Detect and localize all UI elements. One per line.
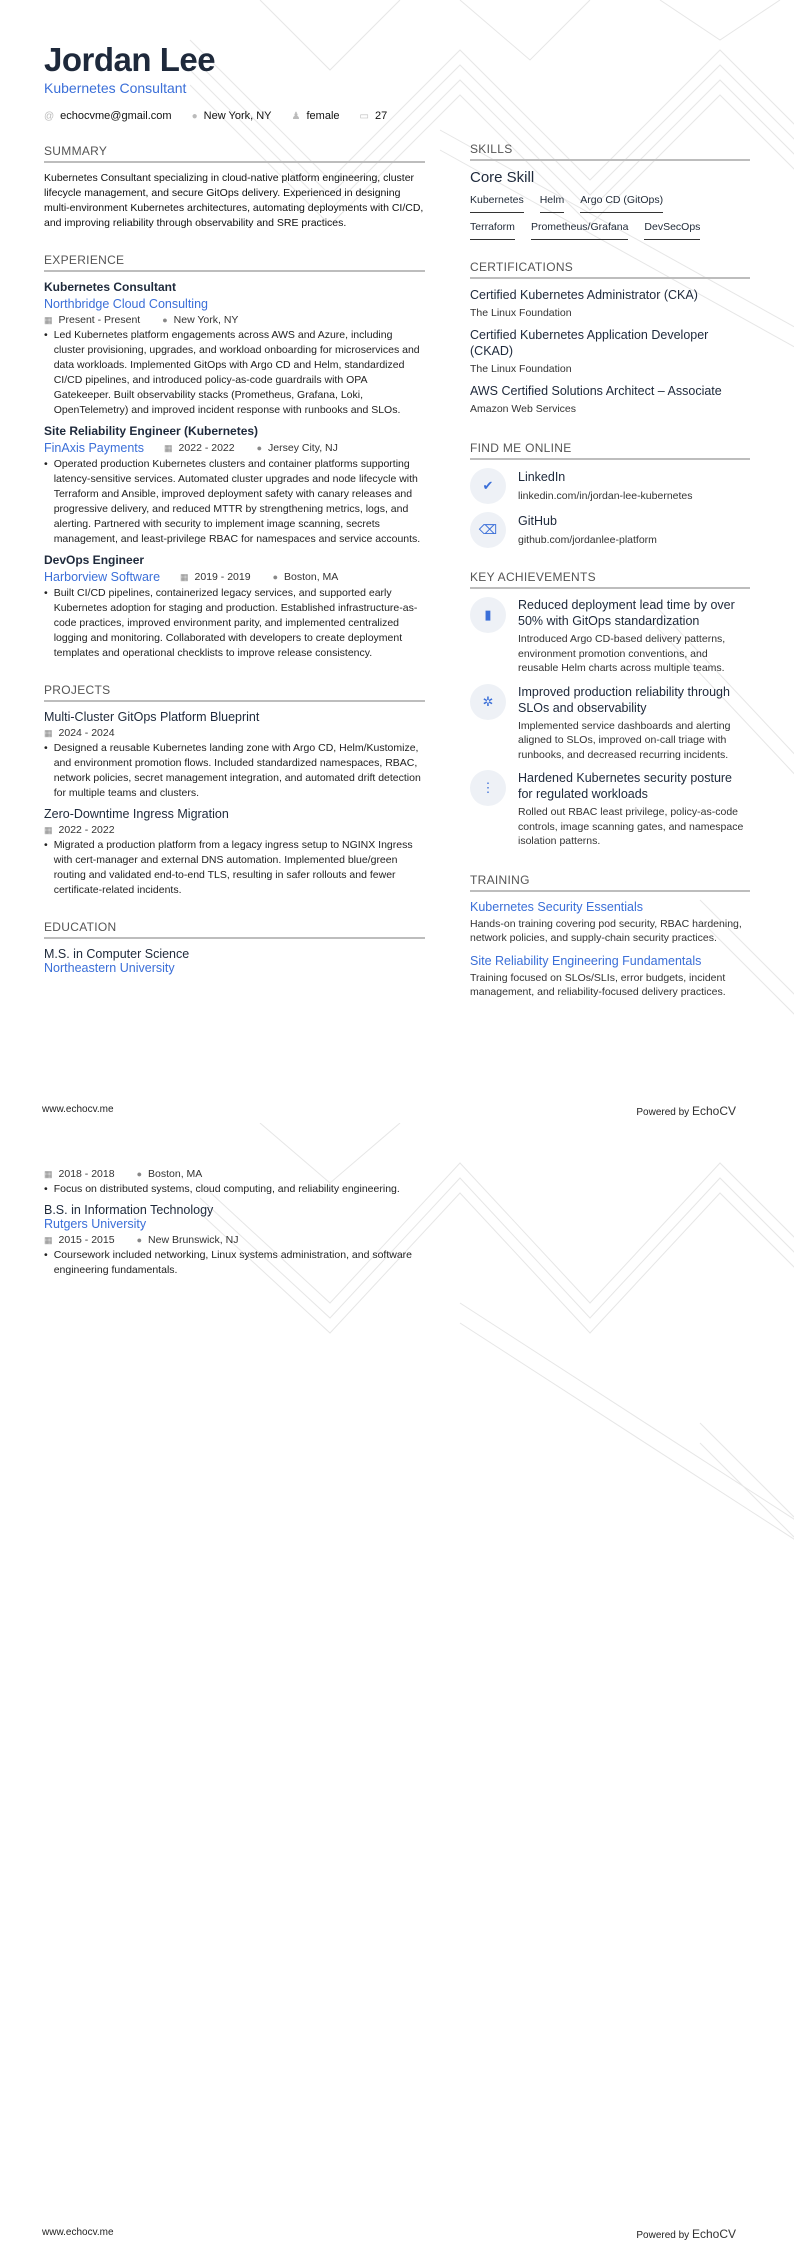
training-title: Site Reliability Engineering Fundamentals: [470, 953, 702, 968]
online-name: GitHub: [518, 514, 557, 528]
section-heading: PROJECTS: [44, 683, 425, 702]
brand-logo: EchoCV: [691, 1104, 736, 1118]
school: Rutgers University: [44, 1217, 147, 1231]
job-title: Kubernetes Consultant: [44, 280, 177, 294]
company: FinAxis Payments: [44, 441, 145, 455]
location-pin-icon: ●: [191, 110, 198, 122]
file-icon: ▮: [470, 597, 506, 633]
dates: 2015 - 2015: [58, 1234, 115, 1246]
degree: M.S. in Computer Science: [44, 947, 190, 961]
age: 27: [374, 110, 388, 122]
education-item: B.S. in Information Technology Rutgers University ▦ 2015 - 2015 ● New Brunswick, NJ • Coursework included networking, Linux systems administration, and software engineering fundamentals.: [44, 1203, 425, 1278]
location: New York, NY: [173, 314, 239, 326]
degree: B.S. in Information Technology: [44, 1203, 214, 1217]
footer-site-link[interactable]: www.echocv.me: [42, 1104, 114, 1115]
dates: 2018 - 2018: [58, 1168, 115, 1180]
footer-powered: [636, 2227, 736, 2241]
gender: female: [306, 110, 340, 122]
training-section: [470, 873, 750, 1000]
cert-issuer: The Linux Foundation: [470, 363, 572, 375]
experience-section: [44, 253, 425, 661]
project-item: Multi-Cluster GitOps Platform Blueprint ▦ 2024 - 2024 • Designed a reusable Kubernetes landing zone with Argo CD, Helm/Kustomize, and environment promotion flows. Included standardized namespaces, RBAC, network policies, secret management integration, and automated drift detection for multiple teams and clusters.: [44, 710, 425, 801]
footer-powered: [636, 1104, 736, 1118]
achievement-title: Reduced deployment lead time by over 50% with GitOps standardization: [518, 598, 735, 628]
online-url[interactable]: github.com/jordanlee-platform: [518, 534, 657, 546]
candidate-name: Jordan Lee: [44, 41, 216, 78]
section-heading: EXPERIENCE: [44, 253, 425, 272]
skill-tag: Helm: [540, 194, 565, 213]
email[interactable]: echocvme@gmail.com: [60, 110, 172, 122]
section-heading: SUMMARY: [44, 144, 425, 163]
skill-group-title: Core Skill: [470, 169, 535, 186]
location: New Brunswick, NJ: [148, 1234, 239, 1246]
achievement-desc: Implemented service dashboards and alerting aligned to SLOs, improved on-call triage with runbooks, and decreased recurring incidents.: [518, 719, 731, 761]
achievement-title: Improved production reliability through SLOs and observability: [518, 684, 730, 715]
bullet: Operated production Kubernetes clusters and container platforms supporting latency-sensitive services. Automated cluster upgrades and node lifecycle with Terraform and Ansible, improved deployment safety with canary releases and progressive delivery, and reduced MTTR by strengthening metrics, logs, and alerting. Partnered with security to implement image scanning, secrets management, and least-privilege RBAC for namespaces and service accounts.: [53, 458, 421, 545]
education-section: [44, 920, 425, 975]
section-heading: SKILLS: [470, 142, 750, 161]
project-title: Zero-Downtime Ingress Migration: [44, 807, 229, 821]
achievement-item: [470, 597, 750, 676]
online-url[interactable]: linkedin.com/in/jordan-lee-kubernetes: [518, 490, 693, 502]
chevron-background-pattern: [0, 1123, 794, 2246]
project-item: Zero-Downtime Ingress Migration ▦ 2022 - 2022 • Migrated a production platform from a legacy ingress setup to NGINX Ingress with cert-manager and external DNS automation. Implemented blue/green routing and validated end-to-end TLS, resulting in safer rollouts and fewer certificate-related incidents.: [44, 807, 425, 898]
skill-tag: Prometheus/Grafana: [531, 221, 628, 240]
calendar-icon: ▦: [44, 824, 53, 835]
location: New York, NY: [203, 110, 272, 122]
online-section: [470, 441, 750, 548]
training-desc: Hands-on training covering pod security, RBAC hardening, network policies, and supply-chain security practices.: [470, 917, 742, 944]
contact-info: [44, 110, 425, 122]
skill-tag: Terraform: [470, 221, 515, 240]
location-pin-icon: ●: [136, 1169, 143, 1179]
achievement-title: Hardened Kubernetes security posture for regulated workloads: [518, 771, 733, 801]
verified-badge-icon: ✔: [470, 468, 506, 504]
project-title: Multi-Cluster GitOps Platform Blueprint: [44, 710, 260, 724]
section-heading: KEY ACHIEVEMENTS: [470, 570, 750, 589]
sparkle-icon: ✲: [470, 684, 506, 720]
company: Harborview Software: [44, 570, 161, 584]
location-pin-icon: ●: [272, 572, 279, 582]
projects-section: [44, 683, 425, 898]
calendar-icon: ▭: [359, 110, 369, 122]
online-name: LinkedIn: [518, 470, 566, 484]
company: Northbridge Cloud Consulting: [44, 297, 208, 311]
skill-tag: Kubernetes: [470, 194, 524, 213]
resume-page-2: ▦ 2018 - 2018 ● Boston, MA • Focus on distributed systems, cloud computing, and reliability engineering. B.S. in Information Technology Rutgers University ▦ 2015 - 2015 ● New Brunswick, NJ • Coursework included networking, Linux systems administration, and software engineering fundamentals. www.echocv.me Powered by EchoCV: [0, 1123, 794, 2246]
certifications-section: [470, 260, 750, 415]
summary-section: [44, 144, 425, 231]
summary-text: Kubernetes Consultant specializing in cloud-native platform engineering, cluster lifecycle management, and secure GitOps delivery. Experienced in designing multi-environment Kubernetes architectures, automating deployments with CI/CD, and improving reliability through observability and SRE practices.: [44, 172, 424, 229]
candidate-role: Kubernetes Consultant: [44, 80, 187, 96]
more-vertical-icon: ⋮: [470, 770, 506, 806]
at-icon: @: [44, 110, 55, 122]
school: Northeastern University: [44, 961, 175, 975]
dates: 2022 - 2022: [178, 442, 235, 454]
cert-issuer: Amazon Web Services: [470, 403, 577, 415]
online-item[interactable]: [470, 468, 750, 504]
cert-title: Certified Kubernetes Application Developer (CKAD): [470, 328, 709, 358]
calendar-icon: ▦: [44, 1234, 53, 1245]
experience-item: DevOps Engineer Harborview Software ▦ 2019 - 2019 ● Boston, MA • Built CI/CD pipelines, containerized legacy services, and supported early Kubernetes adoption for staging and production. Established infrastructure-as-code practices, improved environment parity, and implemented centralized logging and monitoring. Collaborated with developers to create deployment templates and operational checklists to improve release consistency.: [44, 553, 425, 661]
experience-item: Kubernetes Consultant Northbridge Cloud Consulting ▦ Present - Present ● New York, NY • Led Kubernetes platform engagements across AWS and Azure, including cluster provisioning, upgrades, and workload onboarding for microservices and data workloads. Implemented GitOps with Argo CD and Helm, standardized CI/CD pipelines, and introduced policy-as-code guardrails with OPA Gatekeeper. Built observability stacks (Prometheus, Grafana, Loki, OpenTelemetry) and improved incident response with runbooks and SLOs.: [44, 280, 425, 418]
person-icon: ♟: [291, 110, 301, 122]
bullet: Focus on distributed systems, cloud computing, and reliability engineering.: [53, 1183, 400, 1195]
calendar-icon: ▦: [180, 571, 189, 582]
bullet: Migrated a production platform from a legacy ingress setup to NGINX Ingress with cert-manager and external DNS automation. Implemented blue/green routing and validated end-to-end TLS, resulting in safer rollouts and fewer certificate-related incidents.: [53, 839, 413, 896]
bullet: Designed a reusable Kubernetes landing zone with Argo CD, Helm/Kustomize, and environment promotion flows. Included standardized namespaces, RBAC, network policies, secret management integration, and automated drift detection for multiple teams and clusters.: [53, 742, 421, 799]
achievement-item: [470, 770, 750, 849]
dates: 2024 - 2024: [58, 727, 115, 739]
calendar-icon: ▦: [164, 442, 173, 453]
section-heading: FIND ME ONLINE: [470, 441, 750, 460]
brand-logo: EchoCV: [691, 2227, 736, 2241]
skill-tag: Argo CD (GitOps): [580, 194, 663, 213]
online-item[interactable]: [470, 512, 750, 548]
location: Boston, MA: [148, 1168, 203, 1180]
training-title: Kubernetes Security Essentials: [470, 899, 644, 914]
dates: Present - Present: [58, 314, 141, 326]
calendar-icon: ▦: [44, 1168, 53, 1179]
skill-tag: DevSecOps: [644, 221, 700, 240]
bullet: Coursework included networking, Linux systems administration, and software engineering fundamentals.: [53, 1249, 413, 1276]
cert-issuer: The Linux Foundation: [470, 307, 572, 319]
location-pin-icon: ●: [256, 443, 263, 453]
job-title: DevOps Engineer: [44, 553, 145, 567]
achievements-section: [470, 570, 750, 849]
cert-title: Certified Kubernetes Administrator (CKA): [470, 288, 698, 302]
training-desc: Training focused on SLOs/SLIs, error budgets, incident management, and reliability-focused delivery practices.: [470, 971, 726, 998]
bullet: Built CI/CD pipelines, containerized legacy services, and supported early Kubernetes adoption for staging and production. Established infrastructure-as-code practices, improved environment parity, and implemented centralized logging and monitoring. Collaborated with developers to create deployment templates and operational checklists to improve release consistency.: [53, 587, 418, 659]
location: Jersey City, NJ: [268, 442, 338, 454]
job-title: Site Reliability Engineer (Kubernetes): [44, 424, 259, 438]
experience-item: Site Reliability Engineer (Kubernetes) FinAxis Payments ▦ 2022 - 2022 ● Jersey City, NJ • Operated production Kubernetes clusters and container platforms supporting latency-sensitive services. Automated cluster upgrades and node lifecycle with Terraform and Ansible, improved deployment safety with canary releases and progressive delivery, and reduced MTTR by strengthening metrics, logs, and alerting. Partnered with security to implement image scanning, secrets management, and least-privilege RBAC for namespaces and service accounts.: [44, 424, 425, 547]
section-heading: TRAINING: [470, 873, 750, 892]
location: Boston, MA: [284, 571, 339, 583]
powered-label: Powered by: [636, 2230, 690, 2241]
bullet: Led Kubernetes platform engagements across AWS and Azure, including cluster provisioning, upgrades, and workload onboarding for microservices and data workloads. Implemented GitOps with Argo CD and Helm, standardized CI/CD pipelines, and introduced policy-as-code guardrails with OPA Gatekeeper. Built observability stacks (Prometheus, Grafana, Loki, OpenTelemetry) and improved incident response with runbooks and SLOs.: [53, 329, 420, 416]
section-heading: EDUCATION: [44, 920, 425, 939]
location-pin-icon: ●: [162, 315, 168, 325]
powered-label: Powered by: [636, 1107, 690, 1118]
calendar-icon: ▦: [44, 314, 53, 325]
dates: 2022 - 2022: [58, 824, 115, 836]
skills-section: [470, 142, 750, 240]
footer-site-link[interactable]: www.echocv.me: [42, 2227, 114, 2238]
calendar-icon: ▦: [44, 727, 53, 738]
dates: 2019 - 2019: [194, 571, 251, 583]
achievement-item: [470, 684, 750, 763]
achievement-desc: Rolled out RBAC least privilege, policy-as-code controls, image scanning gates, and namespace isolation patterns.: [518, 806, 744, 847]
cert-title: AWS Certified Solutions Architect – Associate: [470, 384, 722, 398]
section-heading: CERTIFICATIONS: [470, 260, 750, 279]
achievement-desc: Introduced Argo CD-based delivery patterns, environment promotion conventions, and reusable Helm charts across multiple teams.: [518, 633, 726, 674]
tag-icon: ⌫: [470, 512, 506, 548]
location-pin-icon: ●: [136, 1235, 143, 1245]
